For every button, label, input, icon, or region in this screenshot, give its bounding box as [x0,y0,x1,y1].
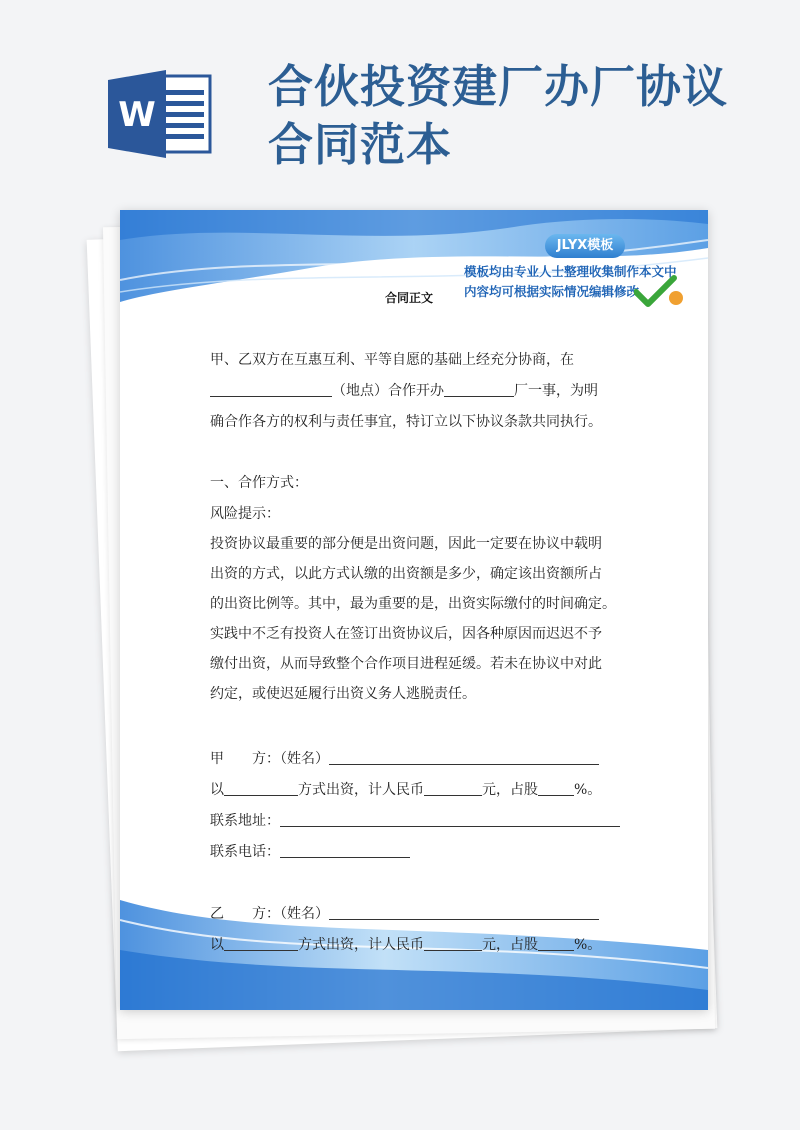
party-b-contrib-yuan: 元，占股 [482,937,538,953]
party-a-contrib-mid: 方式出资，计人民币 [298,782,424,798]
section-heading: 一、合作方式： [210,475,308,491]
word-logo-icon [108,70,213,158]
party-b-contrib-pct: %。 [574,937,602,953]
party-a-method-blank[interactable] [224,779,298,796]
document-page [120,210,708,1010]
risk-line: 投资协议最重要的部分便是出资问题，因此一定要在协议中载明 [210,536,602,552]
party-b-amount-blank[interactable] [424,934,482,951]
party-a-contrib-prefix: 以 [210,782,224,798]
badge-note-line-2: 内容均可根据实际情况编辑修改 [464,284,640,299]
party-a-share-blank[interactable] [538,779,574,796]
svg-text:W: W [118,95,156,135]
template-badge: JLYX模板 [545,234,625,258]
intro-location-text: （地点）合作开办 [332,383,444,399]
party-a-contribution-row [210,779,601,799]
party-b-name-row [210,903,599,923]
party-b-contrib-prefix: 以 [210,937,224,953]
badge-note-line-1: 模板均由专业人士整理收集制作本文中 [464,264,677,279]
party-a-contrib-yuan: 元，占股 [482,782,538,798]
risk-label: 风险提示： [210,506,280,522]
contract-title: 合同正文 [385,291,434,305]
page-title: 合伙投资建厂办厂协议合同范本 [268,60,729,171]
risk-line: 实践中不乏有投资人在签订出资协议后，因各种原因而迟迟不予 [210,626,602,642]
party-a-phone-row [210,841,410,861]
party-b-name-blank[interactable] [329,903,599,920]
party-a-phone-blank[interactable] [280,841,410,858]
risk-line: 的出资比例等。其中，最为重要的是，出资实际缴付的时间确定。 [210,596,616,612]
factory-name-blank[interactable] [444,380,514,397]
party-a-amount-blank[interactable] [424,779,482,796]
check-icon [634,274,684,308]
party-b-share-blank[interactable] [538,934,574,951]
party-a-address-blank[interactable] [280,810,620,827]
intro-line-2 [210,380,598,400]
intro-line-3: 确合作各方的权利与责任事宜，特订立以下协议条款共同执行。 [210,414,602,430]
party-a-name-label: 甲 方：（姓名） [210,751,329,767]
party-a-name-row [210,748,599,768]
intro-factory-text: 厂一事，为明 [514,383,598,399]
party-b-name-label: 乙 方：（姓名） [210,906,329,922]
party-a-name-blank[interactable] [329,748,599,765]
party-a-phone-label: 联系电话： [210,844,280,860]
party-b-contribution-row [210,934,601,954]
party-a-contrib-pct: %。 [574,782,602,798]
location-blank[interactable] [210,380,332,397]
party-a-address-label: 联系地址： [210,813,280,829]
risk-line: 缴付出资，从而导致整个合作项目进程延缓。若未在协议中对此 [210,656,602,672]
risk-line: 出资的方式，以此方式认缴的出资额是多少，确定该出资额所占 [210,566,602,582]
risk-line: 约定，或使迟延履行出资义务人逃脱责任。 [210,686,476,702]
party-b-contrib-mid: 方式出资，计人民币 [298,937,424,953]
party-b-method-blank[interactable] [224,934,298,951]
party-a-address-row [210,810,620,830]
intro-line-1: 甲、乙双方在互惠互利、平等自愿的基础上经充分协商，在 [210,352,574,368]
